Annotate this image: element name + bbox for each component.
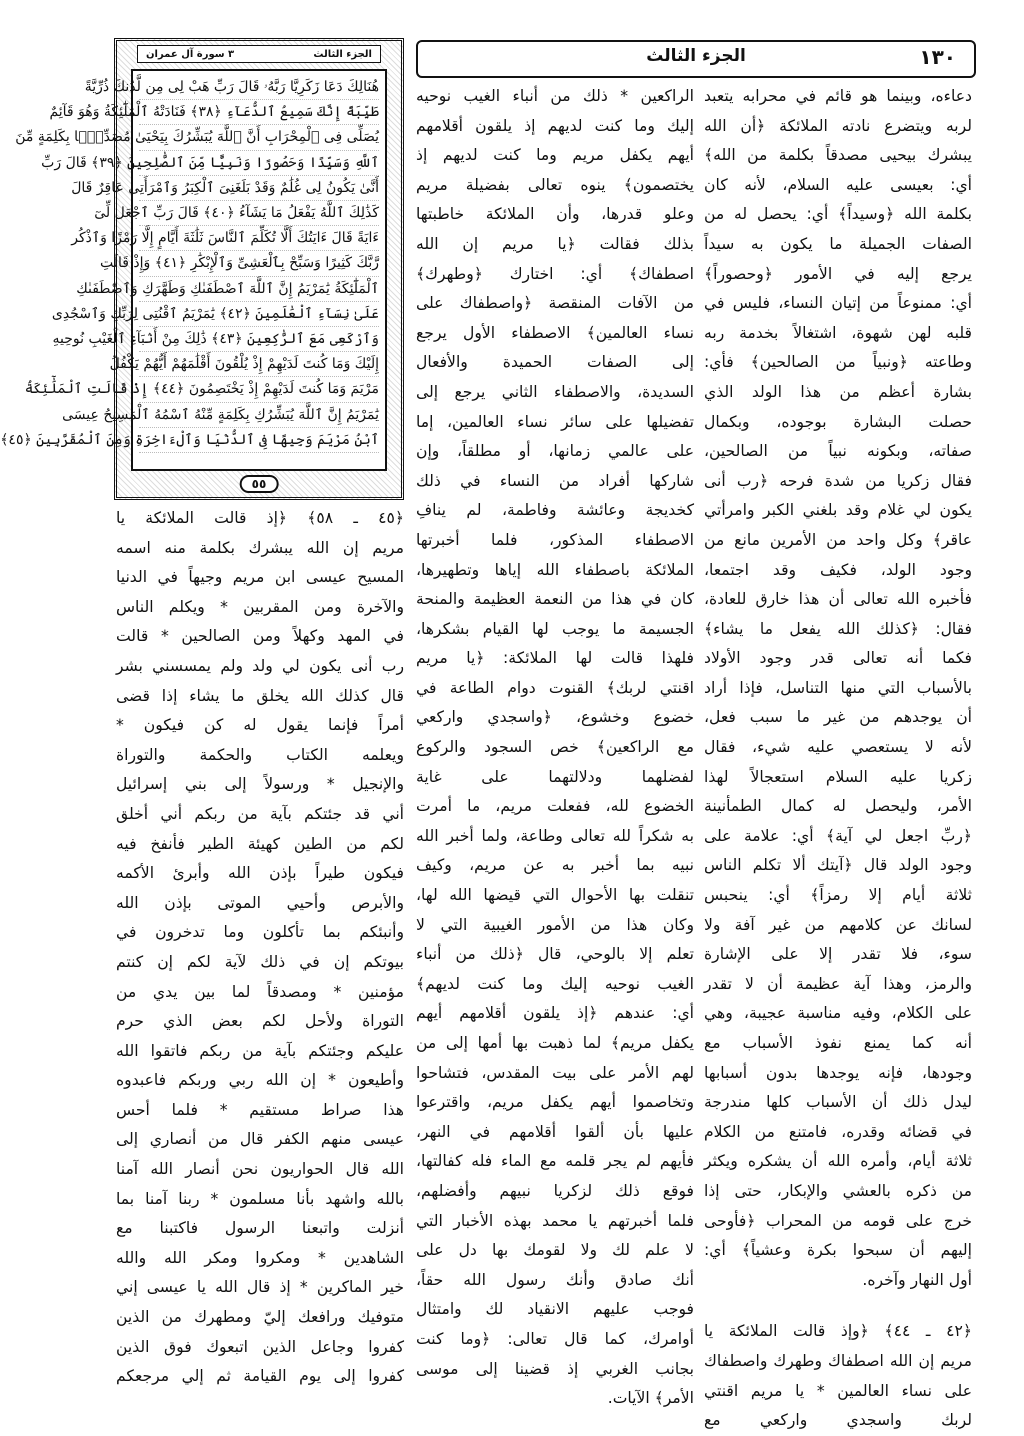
text-line: فيكون طيراً بإذن الله وأبرئ الأكمه xyxy=(116,864,404,883)
text-line: كخديجة وعائشة وفاطمة، لم ينافِ xyxy=(416,501,694,520)
text-line: هذا صراط مستقيم * فلما أحس xyxy=(116,1100,404,1119)
text-line: فقال زكريا من شدة فرحه ﴿رب أنى xyxy=(704,471,972,490)
text-line: والرمز، وهذا آية عظيمة أن لا تقدر xyxy=(704,974,972,993)
text-line: فكما أنه تعالى قدر وجود الأولاد xyxy=(704,649,972,668)
text-line: عليكم وجئتكم بآية من ربكم فاتقوا الله xyxy=(116,1041,404,1060)
text-line: كفروا إلى يوم القيامة ثم إلي مرجعكم xyxy=(116,1367,404,1386)
text-line: أي: ممنوعاً من إتيان النساء، فليس في xyxy=(704,294,972,313)
text-line: أيهم يكفل مريم وما كنت لديهم إذ xyxy=(416,146,694,165)
text-line: أن يوجدهم من غير ما سبب فعل، xyxy=(704,708,972,727)
text-line: هُنَالِكَ دَعَا زَكَرِيَّا رَبَّهُۥ قَالَ رَبِّ هَبْ لِى مِن لَّدُنكَ ذُرِّيَّةً xyxy=(139,75,379,100)
text-line: لأنه لا يستعصي عليه شيء، فقال xyxy=(704,738,972,757)
text-line: المسيح عيسى ابن مريم وجيهاً في الدنيا xyxy=(116,568,404,587)
text-line: أول النهار وآخره. xyxy=(862,1270,972,1289)
text-line: عليها بأن ألقوا أقلامهم في النهر، xyxy=(416,1122,694,1141)
text-line: وكان هذا من الأمور الغيبية التي لا xyxy=(416,915,694,934)
text-line: يرجع إليه في الأمور ﴿وحصوراً﴾ xyxy=(704,264,972,283)
text-line: ﴿٤٥ ـ ٥٨﴾ ﴿إذ قالت الملائكة يا xyxy=(116,509,405,527)
text-line: والأبرص وأحيي الموتى بإذن الله xyxy=(116,893,404,912)
text-line: الخضوع لله، ففعلت مريم، ما أمرت xyxy=(416,797,694,816)
text-line: فوجب عليهم الانقياد لك وامتثال xyxy=(416,1300,694,1319)
text-line: الله قال الحواريون نحن أنصار الله آمنا xyxy=(116,1160,404,1179)
text-line: رب أنى يكون لي ولد ولم يمسسني بشر xyxy=(116,656,404,675)
text-line: خير الماكرين * إذ قال الله يا عيسى إني xyxy=(116,1278,404,1297)
text-line: كَذَٰلِكَ ٱللَّهُ يَفْعَلُ مَا يَشَآءُ ﴿٤٠﴾ قَالَ رَبِّ ٱجْعَل لِّىٓ xyxy=(139,201,379,226)
text-line: أنه كما يمنع نفوذ الأسباب مع xyxy=(704,1034,972,1052)
text-line: يبشرك بيحيى مصدقاً بكلمة من الله﴾ xyxy=(704,146,972,165)
text-line: أي: بعيسى عليه السلام، لأنه كان xyxy=(704,175,972,194)
text-line: ثلاثة أيام إلا رمزاً﴾ أي: ينحبس xyxy=(704,886,972,905)
text-line: من الآفات المنقصة ﴿واصطفاك على xyxy=(416,294,694,313)
text-line: بكلمة الله ﴿وسيداً﴾ أي: يحصل له من xyxy=(704,205,972,224)
text-line: حصلت البشارة بوجوده، وبكمال xyxy=(704,412,972,431)
text-line: الراكعين * ذلك من أنباء الغيب نوحيه xyxy=(416,87,694,105)
text-line: صفاته، وبكونه نبياً من الصالحين، xyxy=(704,442,972,461)
text-line: ليدل ذلك أن الأسباب كلها مندرجة xyxy=(704,1093,972,1112)
quran-surah-label: ٣ سورة آل عمران xyxy=(146,48,235,60)
text-line: دعاءه، وبينما هو قائم في محرابه يتعبد xyxy=(704,87,972,105)
commentary-column-right xyxy=(704,82,972,1436)
text-line: والآخرة ومن المقربين * ويكلم الناس xyxy=(116,597,404,616)
text-line: وتخاصموا أيهم يكفل مريم، واقترعوا xyxy=(416,1093,694,1112)
text-line: فقال: ﴿كذلك الله يفعل ما يشاء﴾ xyxy=(704,619,972,638)
text-line: نبيه بما أخبر به عن مريم، وكيف xyxy=(416,856,694,875)
text-line: بالله واشهد بأنا مسلمون * ربنا آمنا بما xyxy=(116,1189,404,1208)
text-line: الأمر، وليحصل له كمال الطمأنينة xyxy=(704,797,972,816)
text-line: تفضيلها على سائر نساء العالمين، إما xyxy=(416,412,694,431)
text-line: بيوتكم إن في ذلك لآية لكم إن كنتم xyxy=(116,952,404,971)
text-line: بالأسباب التي منها التناسل، فإذا أراد xyxy=(704,678,972,697)
text-line: قال كذلك الله يخلق ما يشاء إذا قضى xyxy=(116,686,404,705)
quran-panel-header xyxy=(137,45,381,63)
text-line: الجسيمة ما يوجب لها القيام بشكرها، xyxy=(416,619,694,638)
text-line: ﴿٤٢ ـ ٤٤﴾ ﴿وإذ قالت الملائكة يا xyxy=(704,1322,973,1341)
text-line: خضوع وخشوع، ﴿واسجدي واركعي xyxy=(416,708,694,727)
text-line: أمراً فإنما يقول له كن فيكون * xyxy=(116,716,404,735)
text-line: التوراة ولأحل لكم بعض الذي حرم xyxy=(116,1012,404,1031)
text-line: بجانب الغربي إذ قضينا إلى موسى xyxy=(416,1359,694,1378)
text-line: لكم من الطين كهيئة الطير فأنفخ فيه xyxy=(116,834,404,853)
text-line: لهم الأمر على بيت المقدس، فتشاحوا xyxy=(416,1063,694,1082)
text-line: ٱللَّهِ وَسَيِّدًا وَحَصُورًا وَنَبِيًّا مِّنَ ٱلصَّٰلِحِينَ ﴿٣٩﴾ قَالَ رَبِّ xyxy=(139,151,379,176)
text-line: بذلك فقالت ﴿يا مريم إن الله xyxy=(416,234,694,253)
text-line: الشاهدين * ومكروا ومكر الله والله xyxy=(116,1248,404,1267)
text-line: كان في هذا من النعمة العظيمة والمنحة xyxy=(416,590,694,609)
text-line: وجودها، فإنه يوجدها بدون أسبابها xyxy=(704,1063,972,1082)
text-line: الصفات الجميلة ما يكون به سيداً xyxy=(704,234,972,253)
text-line: الملائكة باصطفاء الله إياها وتطهيرها، xyxy=(416,560,694,579)
text-line: أنزلت واتبعنا الرسول فاكتبنا مع xyxy=(116,1219,404,1238)
quran-text xyxy=(0,69,387,471)
text-line: ءَايَةً قَالَ ءَايَتُكَ أَلَّا تُكَلِّمَ ٱلنَّاسَ ثَلَٰثَةَ أَيَّامٍ إِلَّا رَمْزًا وَٱذْكُر xyxy=(139,226,379,251)
text-line: وعلو قدرها، وأن الملائكة خاطبتها xyxy=(416,205,694,224)
text-line: تنقلت بها الأحوال التي قيضها الله لها، xyxy=(416,886,694,905)
text-line: أني قد جئتكم بآية من ربكم أني أخلق xyxy=(116,804,404,823)
text-line: متوفيك ورافعك إليّ ومطهرك من الذين xyxy=(116,1308,404,1327)
text-line: عَلَىٰ نِسَآءِ ٱلْعَٰلَمِينَ ﴿٤٢﴾ يَٰمَرْيَمُ ٱقْنُتِى لِرَبِّكِ وَٱسْجُدِى xyxy=(139,302,379,327)
text-line: في قضائه وقدره، فامتنع من الكلام xyxy=(704,1122,972,1141)
text-line: في المهد وكهلاً ومن الصالحين * قالت xyxy=(116,627,404,646)
text-line: يكون لي غلام وقد بلغني الكبر وامرأتي xyxy=(704,501,972,520)
text-line: أوامرك، كما قال تعالى: ﴿وما كنت xyxy=(416,1329,694,1348)
text-line: لربك واسجدي واركعي مع xyxy=(704,1411,972,1430)
text-line: وأنبئكم بما تأكلون وما تدخرون في xyxy=(116,923,404,942)
text-line: زكريا عليه السلام استعجالاً لهذا xyxy=(704,767,972,786)
text-line: الأمر﴾ الآيات. xyxy=(607,1389,694,1408)
text-line: إليك وما كنت لديهم إذ يلقون أقلامهم xyxy=(416,116,694,135)
text-line: الغيب نوحيه إليك وما كنت لديهم﴾ xyxy=(416,974,694,993)
juz-title: الجزء الثالث xyxy=(646,46,746,66)
text-line: وجود الولد قال ﴿آيتك ألا تكلم الناس xyxy=(704,856,972,875)
paragraph-gap xyxy=(704,1295,972,1317)
text-line: ثلاثة أيام، وأمره الله أن يشكره ويكثر xyxy=(704,1152,972,1171)
text-line: رَّبَّكَ كَثِيرًا وَسَبِّحْ بِٱلْعَشِىِّ وَٱلْإِبْكَٰرِ ﴿٤١﴾ وَإِذْ قَالَتِ xyxy=(139,251,379,276)
commentary-column-middle xyxy=(416,82,694,1414)
text-line: فوقع ذلك لزكريا نبيهم وأفضلهم، xyxy=(416,1181,694,1200)
text-line: عاقر﴾ وكل واحد من الأمرين مانع من xyxy=(704,530,972,549)
text-line: لسانك عن كلامهم من غير آفة ولا xyxy=(704,915,972,934)
text-line: يكفل مريم﴾ لما ذهبت بها أمها إلى من xyxy=(416,1034,694,1052)
text-line: شاركها أفراد من النساء في ذلك xyxy=(416,471,694,490)
commentary-column-left xyxy=(116,504,404,1392)
text-line: وطاعته ﴿ونبياً من الصالحين﴾ فأي: xyxy=(704,353,972,372)
text-line: ٱلْمَلَٰٓئِكَةُ يَٰمَرْيَمُ إِنَّ ٱللَّهَ ٱصْطَفَىٰكِ وَطَهَّرَكِ وَٱصْطَفَىٰكِ xyxy=(139,277,379,302)
quran-panel xyxy=(0,38,404,500)
text-line: لربه ويتضرع نادته الملائكة ﴿أن الله xyxy=(704,116,972,135)
text-line: وَٱرْكَعِى مَعَ ٱلرَّٰكِعِينَ ﴿٤٣﴾ ذَٰلِكَ مِنْ أَنۢبَآءِ ٱلْغَيْبِ نُوحِيهِ xyxy=(139,327,379,352)
text-line: كفروا وجاعل الذين اتبعوك فوق الذين xyxy=(116,1337,404,1356)
text-line: اصطفاك﴾ أي: اختارك ﴿وطهرك﴾ xyxy=(416,264,694,283)
page-header xyxy=(416,40,976,78)
text-line: عيسى منهم الكفر قال من أنصاري إلى xyxy=(116,1130,404,1149)
text-line: به شكراً لله تعالى وطاعة، ولما أخبر الله xyxy=(416,826,694,845)
text-line: على نساء العالمين * يا مريم اقنتي xyxy=(704,1381,972,1400)
text-line: إليهم أن سبحوا بكرة وعشياً﴾ أي: xyxy=(704,1241,972,1260)
text-line: فلهذا قالت لها الملائكة: ﴿يا مريم xyxy=(416,649,694,668)
text-line: فأخبره الله تعالى أن هذا خارق للعادة، xyxy=(704,590,972,609)
text-line: على عالمي زمانها، أو مطلقاً، وإن xyxy=(416,442,694,461)
text-line: على الكلام، وفيه مناسبة عجيبة، وهي xyxy=(704,1004,972,1023)
text-line: مريم إن الله يبشرك بكلمة منه اسمه xyxy=(116,538,404,557)
quran-juz-label: الجزء الثالث xyxy=(313,48,372,60)
text-line: ويعلمه الكتاب والحكمة والتوراة xyxy=(116,745,404,764)
text-line: يُصَلِّى فِى ٱلْمِحْرَابِ أَنَّ ٱللَّهَ يُبَشِّرُكَ بِيَحْيَىٰ مُصَدِّقًۢا بِكَلِمَةٍ مِّنَ xyxy=(139,125,379,150)
text-line: نساء العالمين﴾ الاصطفاء الأول يرجع xyxy=(416,323,694,342)
text-line: الاصطفاء المذكور، فلما أخبرتها xyxy=(416,530,694,549)
text-line: طَيِّبَةً إِنَّكَ سَمِيعُ ٱلدُّعَآءِ ﴿٣٨﴾ فَنَادَتْهُ ٱلْمَلَٰٓئِكَةُ وَهُوَ قَآئِمٌ xyxy=(139,100,379,125)
text-line: السديدة، والاصطفاء الثاني يرجع إلى xyxy=(416,382,694,401)
text-line: فأيهم لم يجر قلمه مع الماء فله كفالتها، xyxy=(416,1152,694,1171)
page-number: ١٣٠ xyxy=(919,45,956,69)
text-line: أي: عندهم ﴿إذ يلقون أقلامهم أيهم xyxy=(416,1004,694,1023)
text-line: فلما أخبرتهم يا محمد بهذه الأخبار التي xyxy=(416,1211,694,1230)
text-line: ٱبْنُ مَرْيَمَ وَجِيهًا فِى ٱلدُّنْيَا وَٱلْءَاخِرَةِ وَمِنَ ٱلْمُقَرَّبِينَ ﴿٤٥﴾ xyxy=(139,428,379,453)
text-line: مريم إن الله اصطفاك وطهرك واصطفاك xyxy=(704,1351,972,1370)
text-line: لفضلهما ودلالتهما على غاية xyxy=(416,767,694,786)
text-line: وجود الولد، فكيف وقد اجتمعا، xyxy=(704,560,972,579)
text-line: لا علم لك ولا لقومك بها دل على xyxy=(416,1241,694,1260)
text-line: وأطيعون * إن الله ربي وربكم فاعبدوه xyxy=(116,1071,404,1090)
text-line: إِلَيْكَ وَمَا كُنتَ لَدَيْهِمْ إِذْ يُلْقُونَ أَقْلَٰمَهُمْ أَيُّهُمْ يَكْفُلُ xyxy=(139,352,379,377)
text-line: سوء، فلا تقدر إلا على الإشارة xyxy=(704,945,972,964)
text-line: تعلم إلا بالوحي، قال ﴿ذلك من أنباء xyxy=(416,945,694,964)
text-line: والإنجيل * ورسولاً إلى بني إسرائيل xyxy=(116,775,404,794)
quran-page-number: ٥٥ xyxy=(240,475,279,493)
text-line: مع الراكعين﴾ خص السجود والركوع xyxy=(416,738,694,757)
text-line: أَنَّىٰ يَكُونُ لِى غُلَٰمٌ وَقَدْ بَلَغَنِىَ ٱلْكِبَرُ وَٱمْرَأَتِى عَاقِرٌ قَالَ xyxy=(139,176,379,201)
text-line: خرج على قومه من المحراب ﴿فأوحى xyxy=(704,1211,972,1230)
text-line: بشارة أعظم من هذا الولد الذي xyxy=(704,382,972,401)
text-line: قلبه لهن شهوة، اشتغالاً بخدمة ربه xyxy=(704,323,972,342)
text-line: اقنتي لربك﴾ القنوت دوام الطاعة في xyxy=(416,678,694,697)
text-line: مَرْيَمَ وَمَا كُنتَ لَدَيْهِمْ إِذْ يَخْتَصِمُونَ ﴿٤٤﴾ إِذْ قَالَتِ ٱلْمَلَٰٓئِكَةُ xyxy=(139,377,379,402)
text-line: يَٰمَرْيَمُ إِنَّ ٱللَّهَ يُبَشِّرُكِ بِكَلِمَةٍ مِّنْهُ ٱسْمُهُ ٱلْمَسِيحُ عِيسَى xyxy=(139,403,379,428)
text-line: إلى الصفات الحميدة والأفعال xyxy=(416,353,694,372)
text-line: من ذكره بالعشي والإبكار، حتى إذا xyxy=(704,1181,972,1200)
text-line: مؤمنين * ومصدقاً لما بين يدي من xyxy=(116,982,404,1001)
text-line: ﴿ربِّ اجعل لي آية﴾ أي: علامة على xyxy=(704,826,972,845)
text-line: يختصمون﴾ ينوه تعالى بفضيلة مريم xyxy=(416,175,694,194)
text-line: أنك صادق وأنك رسول الله حقاً، xyxy=(416,1270,694,1289)
